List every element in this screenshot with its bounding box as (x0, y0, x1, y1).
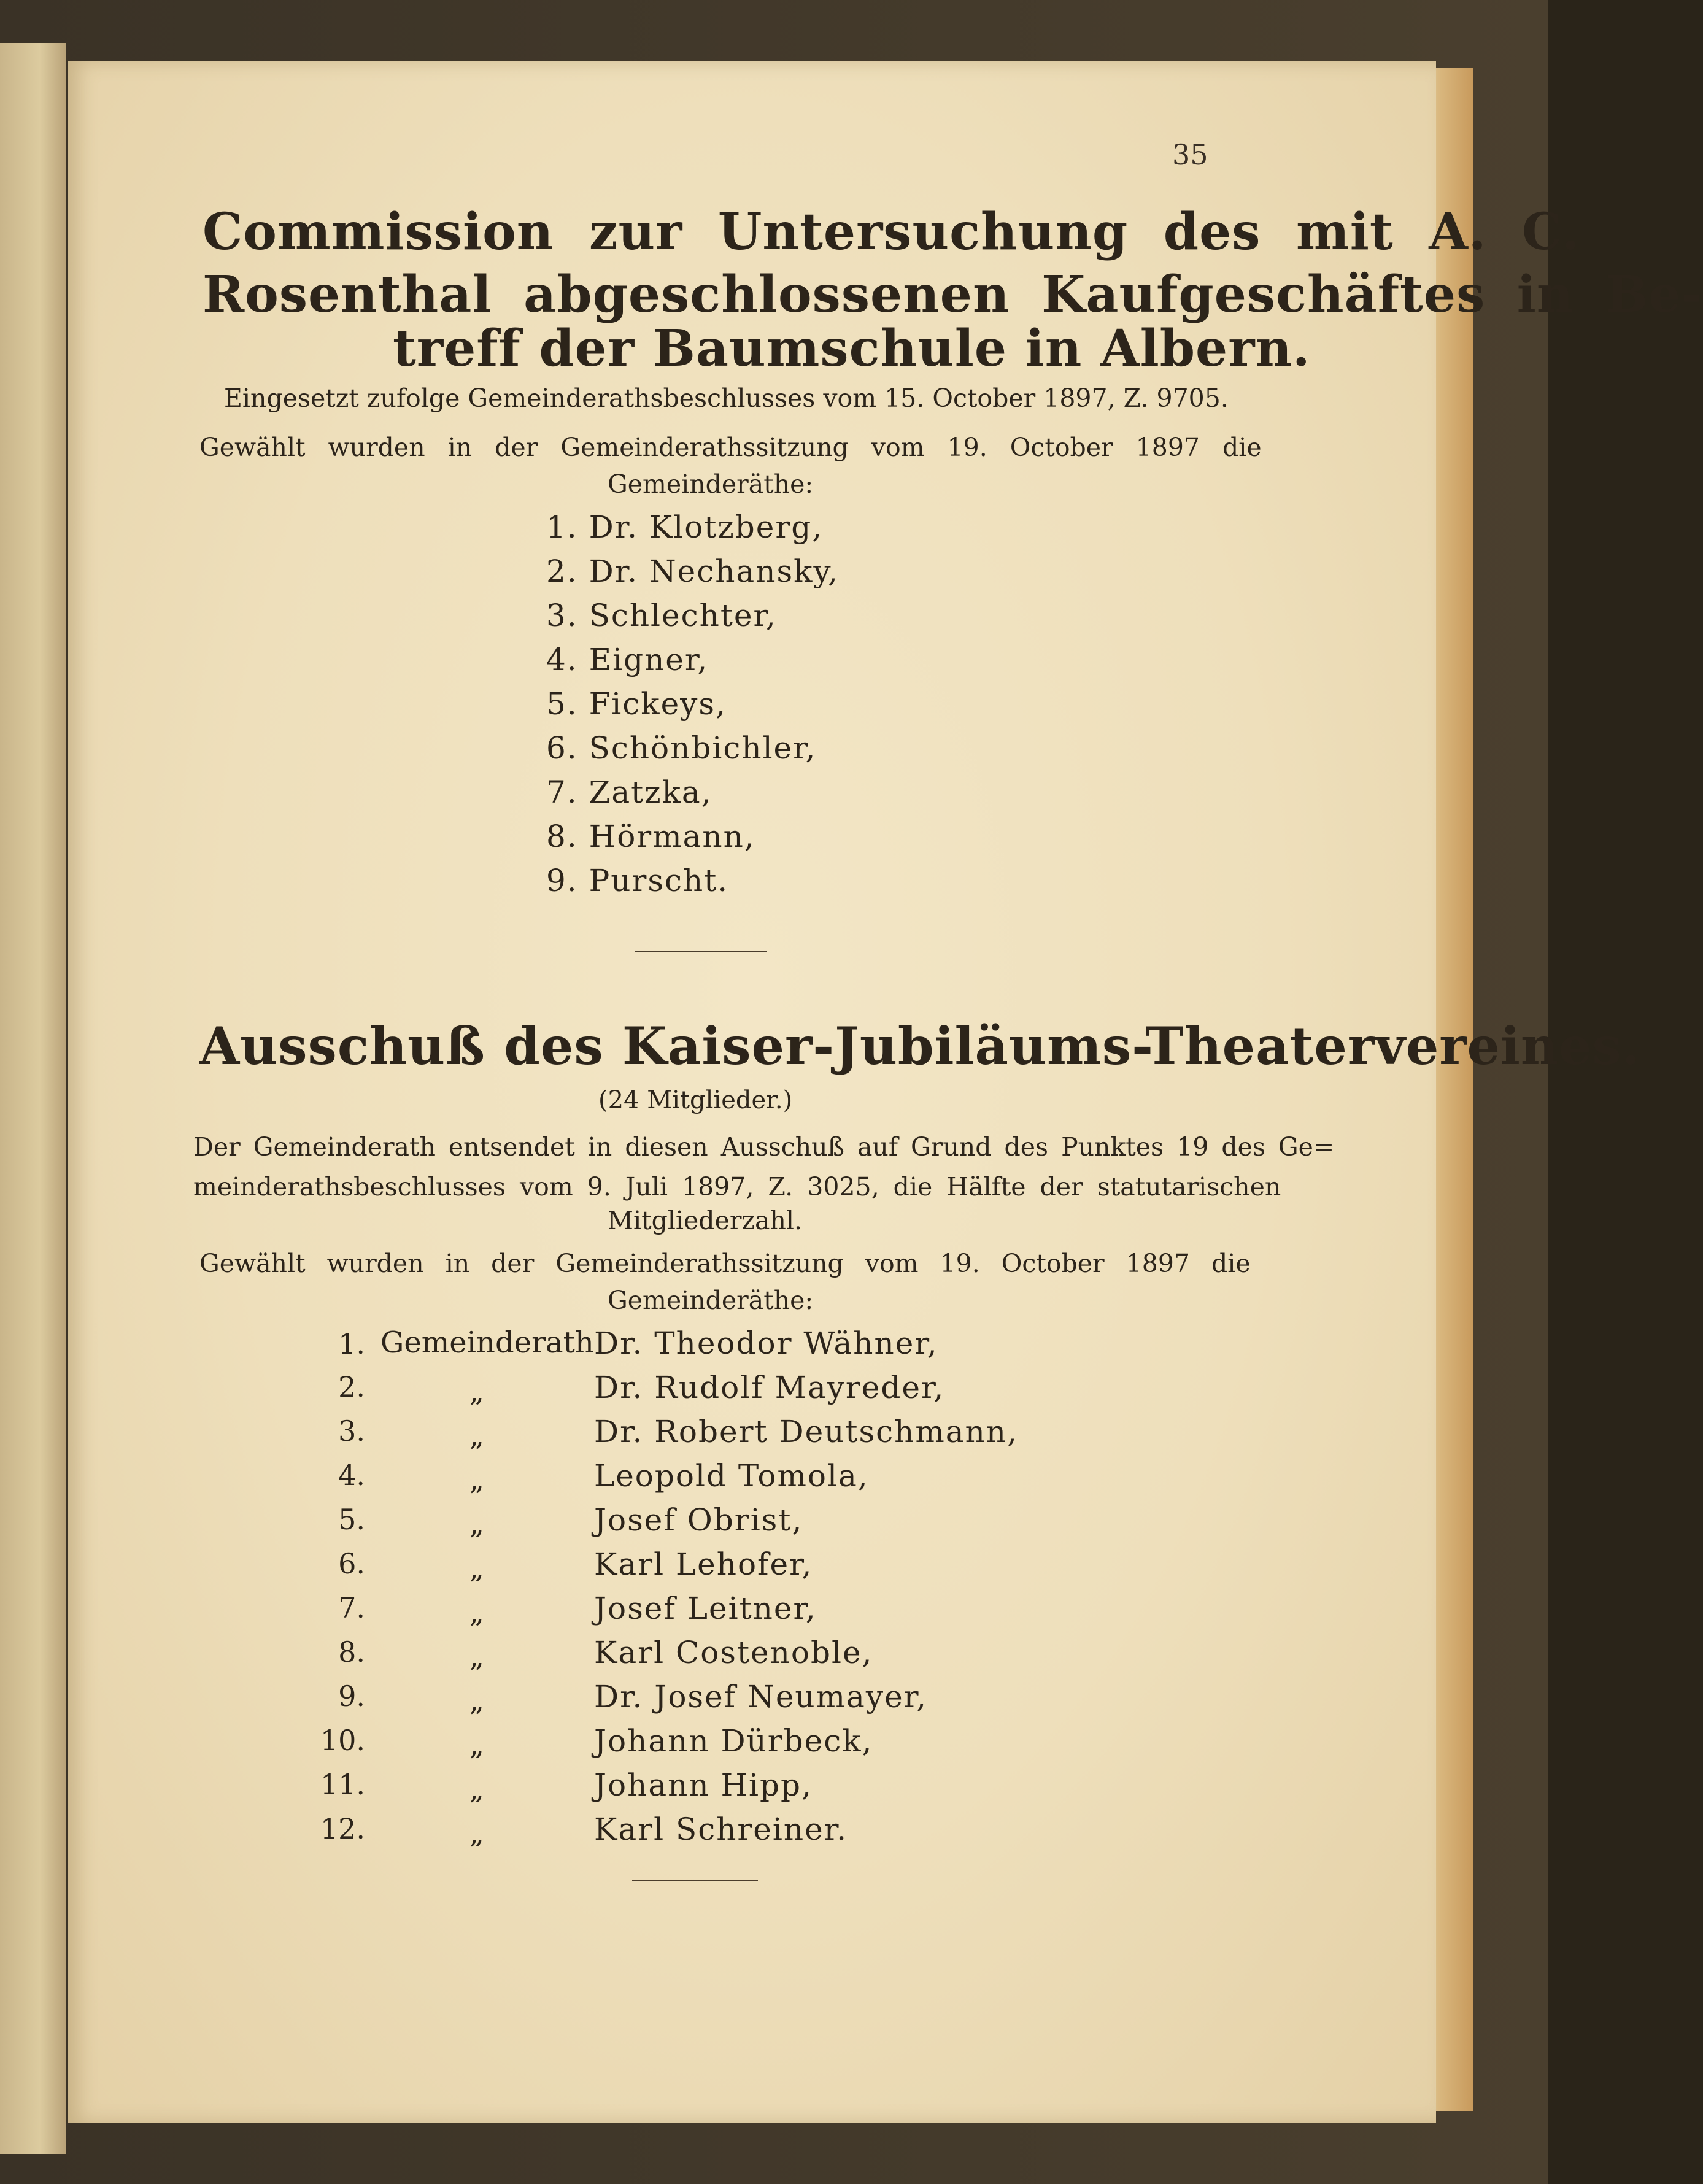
member-name: Dr. Robert Deutschmann, (594, 1414, 1018, 1449)
commission-title-line-1: Commission zur Untersuchung des mit A. C. (203, 203, 1580, 261)
committee-subtitle: (24 Mitglieder.) (598, 1086, 793, 1114)
commission-title-line-3: treff der Baumschule in Albern. (393, 319, 1311, 378)
committee-intro-line-3: Mitgliederzahl. (608, 1206, 803, 1235)
commission-member: 3. Schlechter, (546, 598, 777, 633)
commission-intro-line-1: Eingesetzt zufolge Gemeinderathsbeschlusses vom 15. October 1897, Z. 9705. (224, 384, 1229, 413)
committee-intro-line-5: Gemeinderäthe: (608, 1286, 814, 1315)
member-number: 6. (338, 1547, 365, 1580)
committee-title: Ausschuß des Kaiser-Jubiläums-Theatervereines. (199, 1016, 1640, 1076)
commission-title-line-2: Rosenthal abgeschlossenen Kaufgeschäftes in Be- (203, 265, 1703, 324)
commission-intro-line-2: Gewählt wurden in der Gemeinderathssitzung vom 19. October 1897 die (199, 433, 1262, 462)
ditto-mark: „ (469, 1684, 484, 1717)
commission-member: 2. Dr. Nechansky, (546, 554, 839, 589)
member-name: Johann Hipp, (594, 1767, 813, 1803)
member-name: Dr. Theodor Wähner, (594, 1325, 938, 1361)
member-name: Dr. Josef Neumayer, (594, 1679, 927, 1715)
member-role: Gemeinderath (380, 1325, 594, 1360)
member-number: 11. (320, 1768, 365, 1801)
member-name: Leopold Tomola, (594, 1458, 869, 1494)
ditto-mark: „ (469, 1551, 484, 1584)
member-number: 1. (338, 1327, 365, 1360)
member-name: Dr. Rudolf Mayreder, (594, 1370, 945, 1405)
member-number: 4. (338, 1459, 365, 1492)
ditto-mark: „ (469, 1596, 484, 1629)
member-number: 9. (338, 1680, 365, 1713)
commission-member: 6. Schönbichler, (546, 730, 817, 766)
member-number: 8. (338, 1635, 365, 1669)
facing-page-edge (0, 43, 66, 2154)
commission-member: 7. Zatzka, (546, 774, 712, 810)
member-number: 5. (338, 1503, 365, 1536)
ditto-mark: „ (469, 1640, 484, 1673)
ditto-mark: „ (469, 1728, 484, 1761)
ditto-mark: „ (469, 1419, 484, 1452)
commission-member: 9. Purscht. (546, 863, 729, 898)
ditto-mark: „ (469, 1772, 484, 1805)
commission-member: 1. Dr. Klotzberg, (546, 509, 824, 545)
ditto-mark: „ (469, 1507, 484, 1540)
member-name: Josef Obrist, (594, 1502, 803, 1538)
section-divider (635, 951, 767, 952)
member-number: 12. (320, 1812, 365, 1845)
commission-member: 8. Hörmann, (546, 819, 755, 854)
committee-intro-line-1: Der Gemeinderath entsendet in diesen Ausschuß auf Grund des Punktes 19 des Ge= (193, 1132, 1335, 1162)
page-number: 35 (1172, 138, 1208, 171)
member-number: 3. (338, 1414, 365, 1448)
member-number: 7. (338, 1591, 365, 1624)
section-divider (632, 1880, 758, 1881)
member-number: 2. (338, 1370, 365, 1403)
committee-intro-line-2: meinderathsbeschlusses vom 9. Juli 1897, Z. 3025, die Hälfte der statutarischen (193, 1172, 1281, 1202)
member-name: Karl Costenoble, (594, 1635, 873, 1670)
commission-member: 5. Fickeys, (546, 686, 727, 722)
committee-intro-line-4: Gewählt wurden in der Gemeinderathssitzung vom 19. October 1897 die (199, 1249, 1251, 1278)
commission-intro-line-3: Gemeinderäthe: (608, 469, 814, 499)
member-name: Josef Leitner, (594, 1591, 817, 1626)
ditto-mark: „ (469, 1816, 484, 1850)
ditto-mark: „ (469, 1375, 484, 1408)
member-number: 10. (320, 1724, 365, 1757)
ditto-mark: „ (469, 1463, 484, 1496)
member-name: Karl Lehofer, (594, 1546, 813, 1582)
member-name: Johann Dürbeck, (594, 1723, 873, 1759)
member-name: Karl Schreiner. (594, 1812, 848, 1847)
commission-member: 4. Eigner, (546, 642, 709, 677)
